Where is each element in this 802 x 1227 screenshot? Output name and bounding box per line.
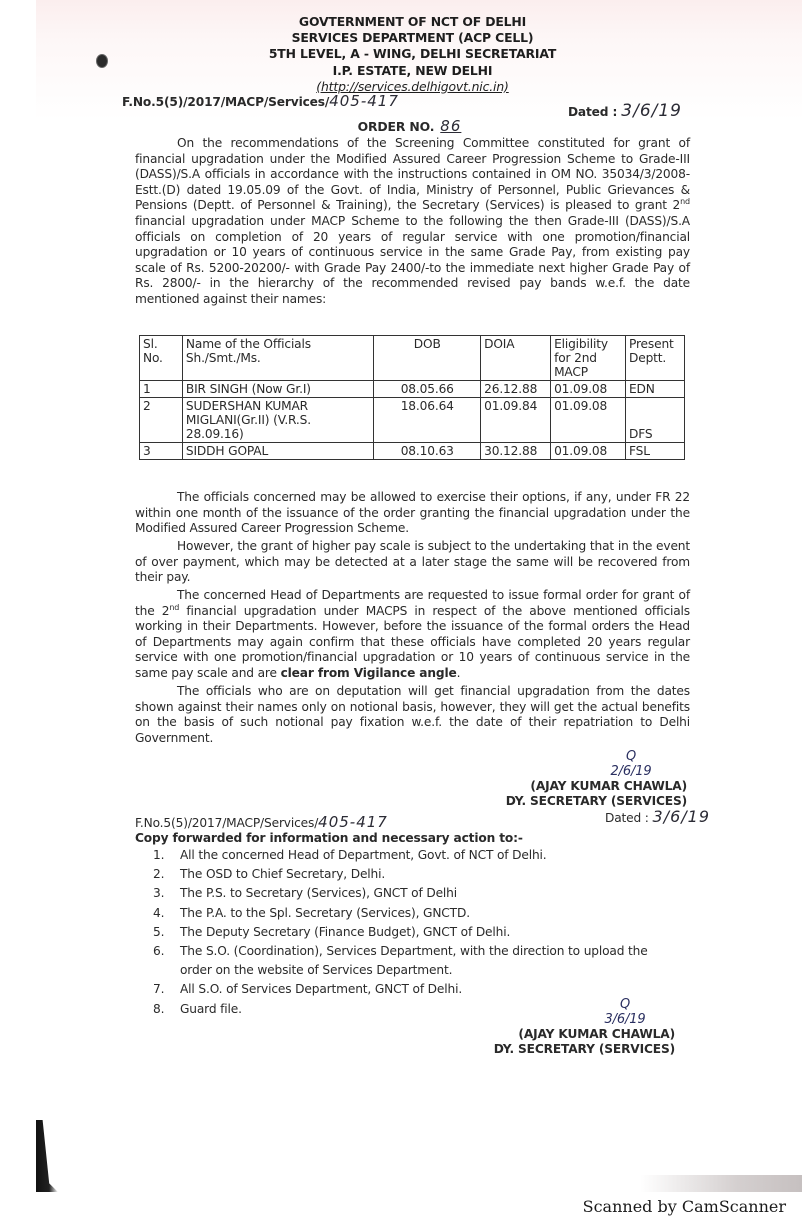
paragraph-deputation: The officials who are on deputation will get financial upgradation from the dates shown against their names only on notional basis, however, they will get the actual benefits on the basis of such notional pay fixation w.e.f. the date of their repatriation to Delhi Government. [135, 684, 690, 745]
item-text: The OSD to Chief Secretary, Delhi. [180, 867, 386, 882]
list-item [153, 904, 673, 923]
table-row [140, 443, 685, 460]
item-text: The Deputy Secretary (Finance Budget), GNCT of Delhi. [180, 924, 511, 939]
item-text: The S.O. (Coordination), Services Department, with the direction to upload the order on the website of Services Department. [180, 944, 648, 978]
item-text: All S.O. of Services Department, GNCT of Delhi. [180, 982, 463, 997]
copy-forwarded-heading: Copy forwarded for information and necessary action to:- [135, 831, 523, 845]
cell-sl: 1 [140, 381, 183, 398]
copy-recipient-list [153, 846, 673, 1019]
item-text: The P.A. to the Spl. Secretary (Services), GNCTD. [180, 905, 470, 920]
paragraph-text: The concerned Head of Departments are requested to issue formal order for grant of the 2 [135, 588, 690, 618]
cell-doia: 26.12.88 [481, 381, 551, 398]
item-number: 6. [153, 944, 165, 959]
col-eligibility: Eligibility for 2nd MACP [551, 336, 626, 381]
table-header-row [140, 336, 685, 381]
letterhead [135, 14, 690, 95]
item-text: Guard file. [180, 1001, 242, 1016]
dated-label: Dated : [567, 105, 618, 119]
list-item [153, 846, 673, 865]
punch-hole-icon [96, 54, 108, 68]
paragraph-options: The officials concerned may be allowed to exercise their options, if any, under FR 22 within one month of the issuance of the order granting the financial upgradation under the Modified Assured Career Progression Scheme. [135, 490, 690, 536]
signature-block [465, 749, 687, 809]
item-number: 2. [153, 867, 165, 882]
list-item [153, 942, 673, 980]
cell-eligibility: 01.09.08 [551, 381, 626, 398]
cell-dept: DFS [625, 398, 684, 443]
paragraph-text: financial upgradation under MACP Scheme to the following the then Grade-III (DASS)/S.A officials on completion of 20 years of regular service with one promotion/financial upgradation or 10 years of continuous service in the same Grade Pay, from existing pay scale of Rs. 5200-20200/- with Grade Pay 2400/-to the immediate next higher Grade Pay of Rs. 2800/- in the hierarchy of the recommended revised pay bands w.e.f. the date mentioned against their names: [135, 213, 690, 306]
letterhead-line: I.P. ESTATE, NEW DELHI [332, 62, 493, 78]
file-number-prefix: F.No.5(5)/2017/MACP/Services/ [135, 816, 319, 830]
cell-eligibility: 01.09.08 [551, 398, 626, 443]
handwritten-date: 3/6/19 [621, 101, 682, 121]
cell-sl: 2 [140, 398, 183, 443]
signature-date: 2/6/19 [610, 764, 652, 779]
item-number: 5. [153, 924, 165, 939]
item-number: 3. [153, 886, 165, 901]
website-link[interactable]: (http://services.delhigovt.nic.in) [316, 78, 509, 94]
handwritten-order-number: 86 [440, 117, 462, 135]
col-present-deptt: Present Deptt. [625, 336, 684, 381]
handwritten-date: 3/6/19 [652, 807, 710, 826]
officials-table [139, 335, 685, 460]
handwritten-file-number: 405-417 [329, 92, 399, 110]
cell-dept: FSL [625, 443, 684, 460]
cell-doia: 01.09.84 [481, 398, 551, 443]
paragraph-overpayment: However, the grant of higher pay scale is subject to the undertaking that in the event of over payment, which may be detected at a later stage the same will be recovered from their pay. [135, 539, 690, 585]
item-text: The P.S. to Secretary (Services), GNCT of Delhi [180, 886, 457, 901]
table-row [140, 381, 685, 398]
letterhead-line: 5TH LEVEL, A - WING, DELHI SECRETARIAT [268, 46, 557, 62]
cell-dob: 08.05.66 [374, 381, 481, 398]
copy-dated-field [605, 809, 710, 827]
handwritten-file-number: 405-417 [318, 813, 388, 831]
col-name: Name of the Officials Sh./Smt./Ms. [182, 336, 373, 381]
camscanner-watermark: Scanned by CamScanner [582, 1197, 786, 1216]
cell-sl: 3 [140, 443, 183, 460]
item-number: 1. [153, 848, 165, 862]
cell-eligibility: 01.09.08 [551, 443, 626, 460]
col-doia: DOIA [481, 336, 551, 381]
file-reference [122, 92, 692, 121]
item-number: 7. [153, 982, 165, 997]
signature-date: 3/6/19 [604, 1012, 646, 1027]
col-sl-no: Sl. No. [140, 336, 183, 381]
item-text: All the concerned Head of Department, Govt. of NCT of Delhi. [180, 848, 547, 862]
letterhead-line: SERVICES DEPARTMENT (ACP CELL) [291, 30, 534, 46]
list-item [153, 884, 673, 903]
signatory-designation: DY. SECRETARY (SERVICES) [505, 794, 687, 808]
table-row [140, 398, 685, 443]
paragraph-intro [135, 136, 690, 308]
cell-doia: 30.12.88 [481, 443, 551, 460]
emphasis-text: clear from Vigilance angle [280, 665, 457, 680]
paragraph-hod [135, 588, 690, 682]
list-item [153, 923, 673, 942]
file-number-prefix: F.No.5(5)/2017/MACP/Services/ [122, 95, 330, 109]
signatory-designation: DY. SECRETARY (SERVICES) [493, 1042, 675, 1056]
signature-initials: Q [625, 749, 637, 764]
cell-dept: EDN [625, 381, 684, 398]
paper-edge-shadow-right [640, 1175, 802, 1192]
cell-dob: 08.10.63 [374, 443, 481, 460]
superscript: nd [680, 197, 690, 207]
item-number: 4. [153, 905, 165, 920]
paragraph-text: On the recommendations of the Screening Committee constituted for grant of financial upgradation under the Modified Assured Career Progression Scheme to Grade-III (DASS)/S.A officials in accordance with the instructions contained in OM NO. 35034/3/2008-Estt.(D) dated 19.05.09 of the Govt. of India, Ministry of Personnel, Public Grievances & Pensions (Deptt. of Personnel & Training), the Secretary (Services) is pleased to grant 2 [135, 136, 690, 213]
list-item [153, 865, 673, 884]
item-number: 8. [153, 1001, 165, 1016]
dated-label: Dated : [604, 811, 649, 825]
cell-name: SIDDH GOPAL [182, 443, 373, 460]
paragraph-text: . [456, 665, 461, 680]
signature-block-copy [465, 997, 675, 1057]
signature-initials: Q [619, 997, 631, 1012]
paragraph-text: financial upgradation under MACPS in respect of the above mentioned officials working in their Departments. However, before the issuance of the formal orders the Head of Departments may again confirm that these officials have completed 20 years regular service with one promotion/financial upgradation or 10 years of continuous service in the same pay scale and are [135, 603, 690, 680]
signatory-name: (AJAY KUMAR CHAWLA) [530, 779, 687, 793]
signatory-name: (AJAY KUMAR CHAWLA) [518, 1027, 675, 1041]
cell-dob: 18.06.64 [374, 398, 481, 443]
cell-name: BIR SINGH (Now Gr.I) [182, 381, 373, 398]
copy-file-reference [135, 815, 388, 832]
cell-name: SUDERSHAN KUMAR MIGLANI(Gr.II) (V.R.S. 28.09.16) [182, 398, 373, 443]
letterhead-line: GOVTERNMENT OF NCT OF DELHI [298, 14, 527, 29]
col-dob: DOB [374, 336, 481, 381]
order-label: ORDER NO. [357, 119, 435, 134]
order-number [135, 119, 690, 135]
superscript: nd [169, 602, 180, 612]
